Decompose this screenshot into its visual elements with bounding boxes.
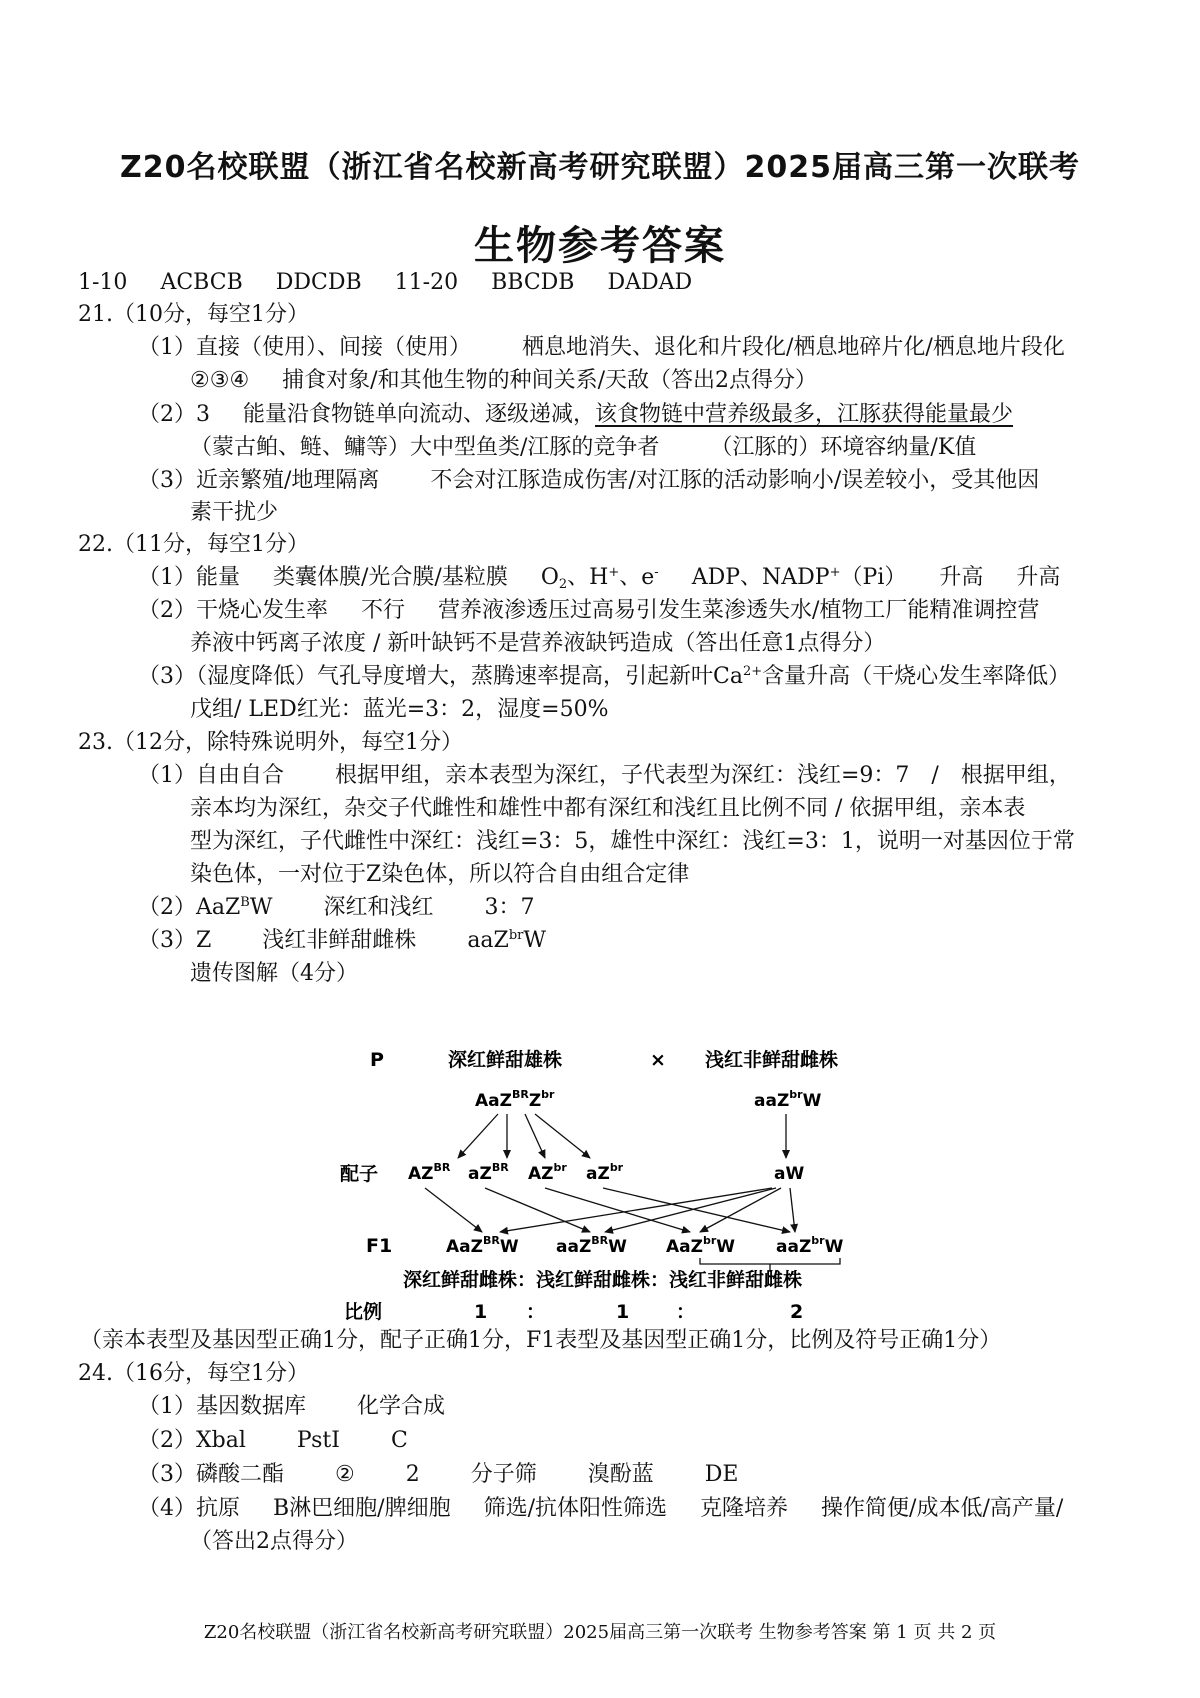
q23-p3-cw: W (523, 928, 547, 953)
q23-p2-sup: B (240, 895, 250, 910)
q22-p2-b: 不行 (361, 598, 406, 623)
q21-p2-underlined: 该食物链中营养级最多，江豚获得能量最少 (595, 402, 1014, 427)
q24-heading: 24.（16分，每空1分） (78, 1361, 309, 1386)
offspring-2: aaZ$^{BR}$W (556, 1234, 627, 1257)
q24-part3 (138, 1460, 738, 1490)
gamete-2: $aZ^{BR}$ (468, 1161, 509, 1184)
footer-page-prefix: 第 (872, 1622, 891, 1643)
q22-p1-e: 、e (619, 565, 655, 590)
cross-gamete-label: 配子 (340, 1163, 379, 1185)
q23-heading: 23.（12分，除特殊说明外，每空1分） (78, 730, 463, 755)
ratio-colon-1: ： (526, 1301, 546, 1323)
gamete-3: $AZ^{br}$ (528, 1161, 567, 1184)
q24-p2-a: （2）Xbal (138, 1428, 246, 1453)
q22-p3-c: 戊组/ LED红光：蓝光=3：2，湿度=50% (190, 697, 609, 722)
q23-p2-c: 3：7 (484, 895, 535, 920)
q24-p3-b: ② (335, 1462, 355, 1487)
q24-p3-e: 溴酚蓝 (587, 1462, 654, 1487)
q21-p3-c: 素干扰少 (190, 500, 279, 525)
cross-sign: × (650, 1049, 666, 1071)
q23-p3-b: 浅红非鲜甜雌株 (262, 928, 417, 953)
q24-p3-a: （3）磷酸二酯 (138, 1462, 284, 1487)
q22-p1-b: 类囊体膜/光合膜/基粒膜 (273, 565, 508, 590)
footer-page-mid: 页 共 (913, 1622, 956, 1643)
q23-p1-c: 亲本均为深红，杂交子代雌性和雄性中都有深红和浅红且比例不同 / 依据甲组，亲本表 (190, 796, 1026, 821)
q21-p2-d: （江豚的）环境容纳量/K值 (710, 435, 977, 460)
q24-p1-b: 化学合成 (357, 1394, 446, 1419)
q22-p1-a: （1）能量 (138, 565, 240, 590)
choice-answers-1a: ACBCB (160, 270, 243, 295)
q21-p2-c: （蒙古鲌、鲢、鳙等）大中型鱼类/江豚的竞争者 (190, 435, 660, 460)
q23-p3-a: （3）Z (138, 928, 212, 953)
q24-p4-e: 操作简便/成本低/高产量/ (821, 1496, 1064, 1521)
q22-p1-up2: 升高 (1016, 565, 1061, 590)
q23-grading-note: （亲本表型及基因型正确1分，配子正确1分，F1表型及基因型正确1分，比例及符号正确1分） (80, 1328, 1002, 1353)
q23-p2-a: （2）AaZ (138, 895, 241, 920)
q24-p4-d: 克隆培养 (700, 1496, 789, 1521)
q24-p1-a: （1）基因数据库 (138, 1394, 306, 1419)
cross-p-label: P (370, 1049, 384, 1071)
cross-female-genotype: aaZ$^{br}$W (754, 1088, 822, 1111)
offspring-4: aaZ$^{br}$W (776, 1234, 844, 1257)
q22-p1-h: 、H (567, 565, 609, 590)
choice-range-1: 1-10 (78, 270, 128, 295)
cross-female-phenotype: 浅红非鲜甜雌株 (705, 1049, 839, 1071)
document-title: Z20名校联盟（浙江省名校新高考研究联盟）2025届高三第一次联考 (120, 150, 1080, 185)
q22-p1-o2: O (540, 565, 559, 590)
ratio-value-1: 1 (474, 1301, 488, 1323)
q21-p1-a: （1）直接（使用）、间接（使用） (138, 335, 471, 360)
q23-p1-e: 染色体，一对位于Z染色体，所以符合自由组合定律 (190, 862, 690, 887)
q22-p1-adp-sup: + (829, 565, 841, 580)
q21-p2-a: （2）3 (138, 402, 210, 427)
q21-p3-b: 不会对江豚造成伤害/对江豚的活动影响小/误差较小，受其他因 (430, 468, 1040, 493)
cross-ratio-label: 比例 (344, 1301, 383, 1323)
q24-p3-d: 分子筛 (470, 1462, 537, 1487)
q22-p3-ca-sup: 2+ (742, 664, 763, 679)
q22-p2-c: 营养液渗透压过高易引发生菜渗透失水/植物工厂能精准调控营 (438, 598, 1040, 623)
ratio-value-3: 2 (790, 1301, 804, 1323)
footer-page-suffix: 页 (978, 1622, 997, 1643)
q24-p4-f: （答出2点得分） (190, 1529, 358, 1554)
page-footer (0, 1618, 1200, 1644)
q24-p4-b: B淋巴细胞/脾细胞 (273, 1496, 451, 1521)
cross-male-genotype: $AaZ^{BR}Z^{br}$ (475, 1088, 555, 1111)
q22-p2-d: 养液中钙离子浓度 / 新叶缺钙不是营养液缺钙造成（答出任意1点得分） (190, 631, 886, 656)
q23-p3-d: 遗传图解（4分） (190, 961, 358, 986)
q22-p3-ca: Ca (713, 664, 743, 689)
q24-part1 (138, 1392, 445, 1422)
offspring-1: AaZ$^{BR}$W (446, 1234, 519, 1257)
q21-heading: 21.（10分，每空1分） (78, 302, 309, 327)
q24-p3-f: DE (704, 1462, 739, 1487)
cross-f1-label: F1 (366, 1235, 393, 1257)
choice-answers-2a: BBCDB (491, 270, 575, 295)
q24-part2 (138, 1426, 408, 1456)
q22-p3-a: （3）（湿度降低）气孔导度增大，蒸腾速率提高，引起新叶 (138, 664, 713, 689)
q22-p2-a: （2）干烧心发生率 (138, 598, 328, 623)
ratio-colon-2: ： (676, 1301, 696, 1323)
offspring-3: AaZ$^{br}$W (666, 1234, 736, 1257)
q21-p1-c: ②③④ (190, 368, 250, 393)
gamete-1: $AZ^{BR}$ (408, 1161, 451, 1184)
q22-p1-e-sup: - (654, 565, 659, 580)
q21-p1-b: 栖息地消失、退化和片段化/栖息地碎片化/栖息地片段化 (522, 335, 1065, 360)
footer-page-total: 2 (960, 1622, 973, 1643)
q24-p4-c: 筛选/抗体阳性筛选 (483, 1496, 668, 1521)
choice-range-2: 11-20 (394, 270, 459, 295)
footer-page-number: 1 (896, 1622, 908, 1643)
q22-p1-h-sup: + (608, 565, 620, 580)
document-subtitle: 生物参考答案 (474, 223, 726, 269)
choice-answers-1b: DDCDB (275, 270, 362, 295)
gamete-5: aW (774, 1164, 805, 1184)
q24-p2-c: C (390, 1428, 408, 1453)
cross-phenotype-ratio-text: 深红鲜甜雌株：浅红鲜甜雌株：浅红非鲜甜雌株 (403, 1269, 803, 1291)
q24-part4-line1 (138, 1494, 1063, 1524)
choice-answers-2b: DADAD (607, 270, 693, 295)
q23-p2-w: W (249, 895, 273, 920)
q22-p1-adp: ADP、NADP (691, 565, 830, 590)
q23-p1-a: （1）自由自合 (138, 763, 284, 788)
q21-p1-d: 捕食对象/和其他生物的种间关系/天敌（答出2点得分） (282, 368, 817, 393)
q24-p4-a: （4）抗原 (138, 1496, 240, 1521)
q22-p3-b: 含量升高（干烧心发生率降低） (762, 664, 1071, 689)
q23-p1-b: 根据甲组，亲本表型为深红，子代表型为深红：浅红=9：7 / 根据甲组， (335, 763, 1071, 788)
q24-p3-c: 2 (405, 1462, 420, 1487)
q21-p3-a: （3）近亲繁殖/地理隔离 (138, 468, 380, 493)
q22-p1-o2-sub: 2 (558, 577, 568, 592)
q22-p1-up1: 升高 (939, 565, 984, 590)
q23-p3-c-sup: br (508, 928, 524, 943)
q22-p1-pi: （Pi） (840, 565, 907, 590)
q23-p1-d: 型为深红，子代雌性中深红：浅红=3：5，雄性中深红：浅红=3：1，说明一对基因位于常 (190, 829, 1075, 854)
footer-text: Z20名校联盟（浙江省名校新高考研究联盟）2025届高三第一次联考 生物参考答案 (203, 1622, 867, 1643)
q23-p3-c: aaZ (467, 928, 509, 953)
q23-p2-b: 深红和浅红 (323, 895, 434, 920)
cross-male-phenotype: 深红鲜甜雄株 (448, 1049, 563, 1071)
q24-p2-b: PstI (296, 1428, 340, 1453)
gamete-4: $aZ^{br}$ (586, 1161, 624, 1184)
ratio-value-2: 1 (616, 1301, 630, 1323)
q21-p2-b: 能量沿食物链单向流动、逐级递减， (243, 402, 596, 427)
q22-heading: 22.（11分，每空1分） (78, 532, 309, 557)
